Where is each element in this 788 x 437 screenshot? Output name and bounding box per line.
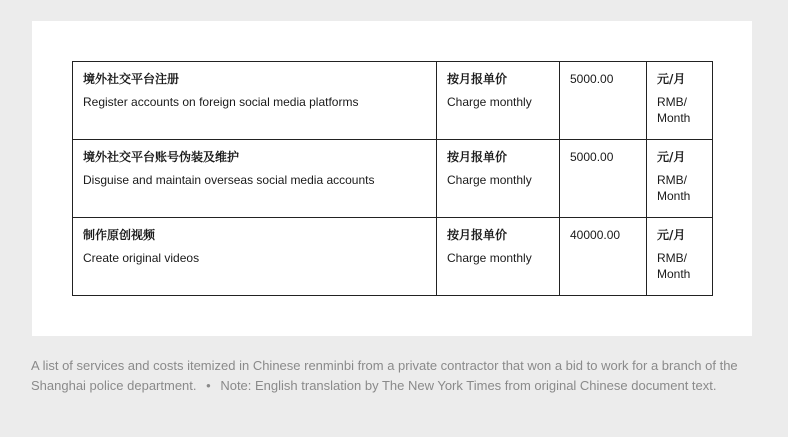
- unit-cell: [647, 62, 713, 140]
- price-cell: [560, 140, 647, 218]
- service-name-zh: 境外社交平台账号伪装及维护: [83, 150, 240, 164]
- service-cell: [73, 218, 437, 296]
- service-name-en: Create original videos: [83, 251, 200, 265]
- billing-cell: [437, 62, 560, 140]
- service-cell: [73, 140, 437, 218]
- unit-en: RMB/ Month: [657, 251, 691, 281]
- unit-zh: 元/月: [657, 72, 686, 86]
- billing-en: Charge monthly: [447, 95, 532, 109]
- unit-cell: [647, 218, 713, 296]
- service-cell: [73, 62, 437, 140]
- price-value: 40000.00: [570, 228, 621, 242]
- billing-en: Charge monthly: [447, 251, 532, 265]
- document-card: [32, 21, 752, 336]
- billing-zh: 按月报单价: [447, 150, 508, 164]
- unit-zh: 元/月: [657, 228, 686, 242]
- price-value: 5000.00: [570, 150, 614, 164]
- price-cell: [560, 62, 647, 140]
- unit-en: RMB/ Month: [657, 173, 691, 203]
- price-value: 5000.00: [570, 72, 614, 86]
- figure-caption: [31, 356, 751, 396]
- table-row: [73, 62, 713, 140]
- billing-en: Charge monthly: [447, 173, 532, 187]
- caption-bullet: •: [206, 378, 211, 393]
- service-name-en: Register accounts on foreign social media platforms: [83, 95, 359, 109]
- table-row: [73, 140, 713, 218]
- billing-zh: 按月报单价: [447, 228, 508, 242]
- unit-cell: [647, 140, 713, 218]
- caption-note: Note: English translation by The New York Times from original Chinese document text.: [220, 378, 717, 393]
- service-name-zh: 境外社交平台注册: [83, 72, 180, 86]
- table-row: [73, 218, 713, 296]
- billing-zh: 按月报单价: [447, 72, 508, 86]
- billing-cell: [437, 218, 560, 296]
- price-cell: [560, 218, 647, 296]
- caption-text: A list of services and costs itemized in Chinese renminbi from a private contractor that won a bid to work for a branch of the Shanghai police department.: [31, 358, 738, 393]
- service-name-en: Disguise and maintain overseas social media accounts: [83, 173, 375, 187]
- services-table: [72, 61, 713, 296]
- unit-en: RMB/ Month: [657, 95, 691, 125]
- service-name-zh: 制作原创视频: [83, 228, 156, 242]
- billing-cell: [437, 140, 560, 218]
- unit-zh: 元/月: [657, 150, 686, 164]
